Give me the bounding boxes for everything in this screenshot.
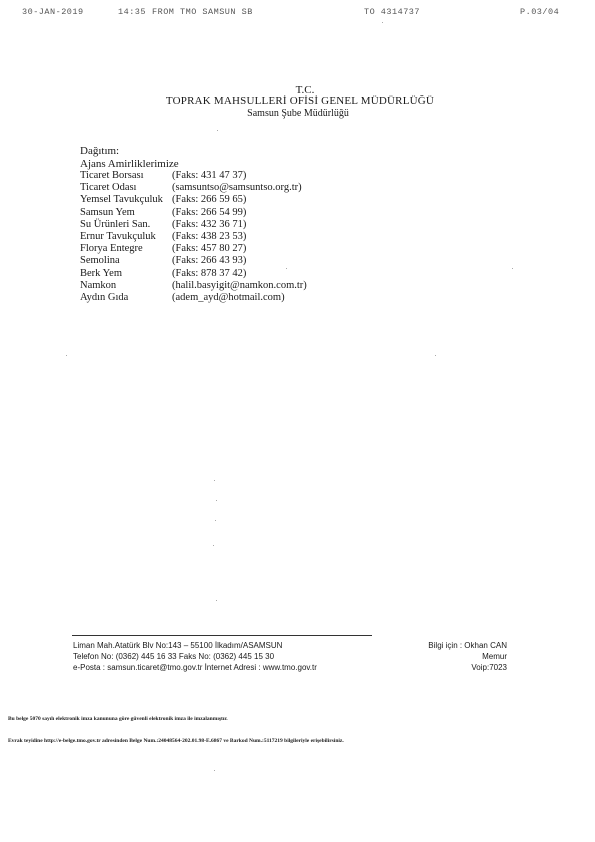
heading-branch: Samsun Şube Müdürlüğü (247, 108, 349, 119)
recipient-contact: (adem_ayd@hotmail.com) (172, 291, 285, 303)
recipient-name: Yemsel Tavukçuluk (80, 194, 163, 206)
footer-phone-fax: Telefon No: (0362) 445 16 33 Faks No: (0362) 445 15 30 (73, 652, 275, 661)
recipient-contact: (Faks: 266 43 93) (172, 255, 247, 267)
fax-to: TO 4314737 (364, 7, 421, 17)
footer-divider (72, 635, 372, 636)
recipient-name: Florya Entegre (80, 243, 143, 255)
recipient-name: Ticaret Borsası (80, 170, 144, 181)
recipient-name: Samsun Yem (80, 206, 135, 218)
recipient-contact: (Faks: 431 47 37) (172, 170, 247, 181)
footer-email-web: e-Posta : samsun.ticaret@tmo.gov.tr İnternet Adresi : www.tmo.gov.tr (73, 663, 317, 672)
distribution-row (80, 207, 410, 219)
recipient-contact: (Faks: 432 36 71) (172, 218, 247, 230)
fax-page: P.03/04 (520, 7, 560, 17)
recipient-contact: (samsuntso@samsuntso.org.tr) (172, 182, 302, 194)
distribution-row (80, 182, 410, 194)
fax-from: FROM TMO SAMSUN SB (152, 7, 253, 17)
recipient-contact: (Faks: 266 59 65) (172, 194, 247, 206)
footer-address: Liman Mah.Atatürk Blv No:143 – 55100 İlkadım/ASAMSUN (73, 641, 283, 650)
recipient-name: Semolina (80, 255, 120, 267)
distribution-row (80, 170, 410, 182)
distribution-row (80, 243, 410, 255)
recipient-name: Ernur Tavukçuluk (80, 230, 156, 242)
distribution-row (80, 255, 410, 267)
heading-organization: TOPRAK MAHSULLERİ OFİSİ GENEL MÜDÜRLÜĞÜ (165, 95, 435, 107)
recipient-name: Ticaret Odası (80, 182, 137, 194)
recipient-name: Aydın Gıda (80, 291, 129, 303)
distribution-row (80, 194, 410, 206)
recipient-name: Namkon (80, 279, 117, 291)
recipient-contact: (Faks: 878 37 42) (172, 267, 247, 279)
footer-info-block (428, 640, 507, 673)
esignature-verification: Evrak teyidine http://e-belge.tmo.gov.tr adresinden Belge Num.:24048564-202.01.98-E.6867 ve Barkod Num.:5117219 bilgileriyle erişebilirsiniz. (8, 738, 344, 744)
recipient-contact: (halil.basyigit@namkon.com.tr) (172, 279, 307, 291)
recipient-name: Su Ürünleri San. (80, 218, 151, 230)
fax-time: 14:35 (118, 7, 147, 17)
recipient-contact: (Faks: 266 54 99) (172, 206, 247, 218)
esignature-notice: Bu belge 5070 sayılı elektronik imza kanununa göre güvenli elektronik imza ile imzalanmıştır. (8, 716, 228, 722)
recipient-contact: (Faks: 457 80 27) (172, 243, 247, 255)
distribution-row (80, 268, 410, 280)
footer-info-contact: Bilgi için : Okhan CAN (428, 641, 507, 650)
distribution-title: Dağıtım: (80, 145, 120, 157)
distribution-list (80, 170, 410, 304)
heading-tc: T.C. (295, 84, 315, 96)
fax-transmission-header (0, 7, 595, 21)
footer-info-title: Memur (482, 652, 507, 661)
distribution-subtitle: Ajans Amirliklerimize (80, 158, 179, 170)
footer-info-voip: Voip:7023 (471, 663, 507, 672)
distribution-row (80, 292, 410, 304)
distribution-row (80, 231, 410, 243)
footer-contact-block (73, 640, 317, 673)
fax-date: 30-JAN-2019 (22, 7, 84, 17)
distribution-row (80, 219, 410, 231)
recipient-contact: (Faks: 438 23 53) (172, 230, 247, 242)
distribution-row (80, 280, 410, 292)
recipient-name: Berk Yem (80, 267, 123, 279)
